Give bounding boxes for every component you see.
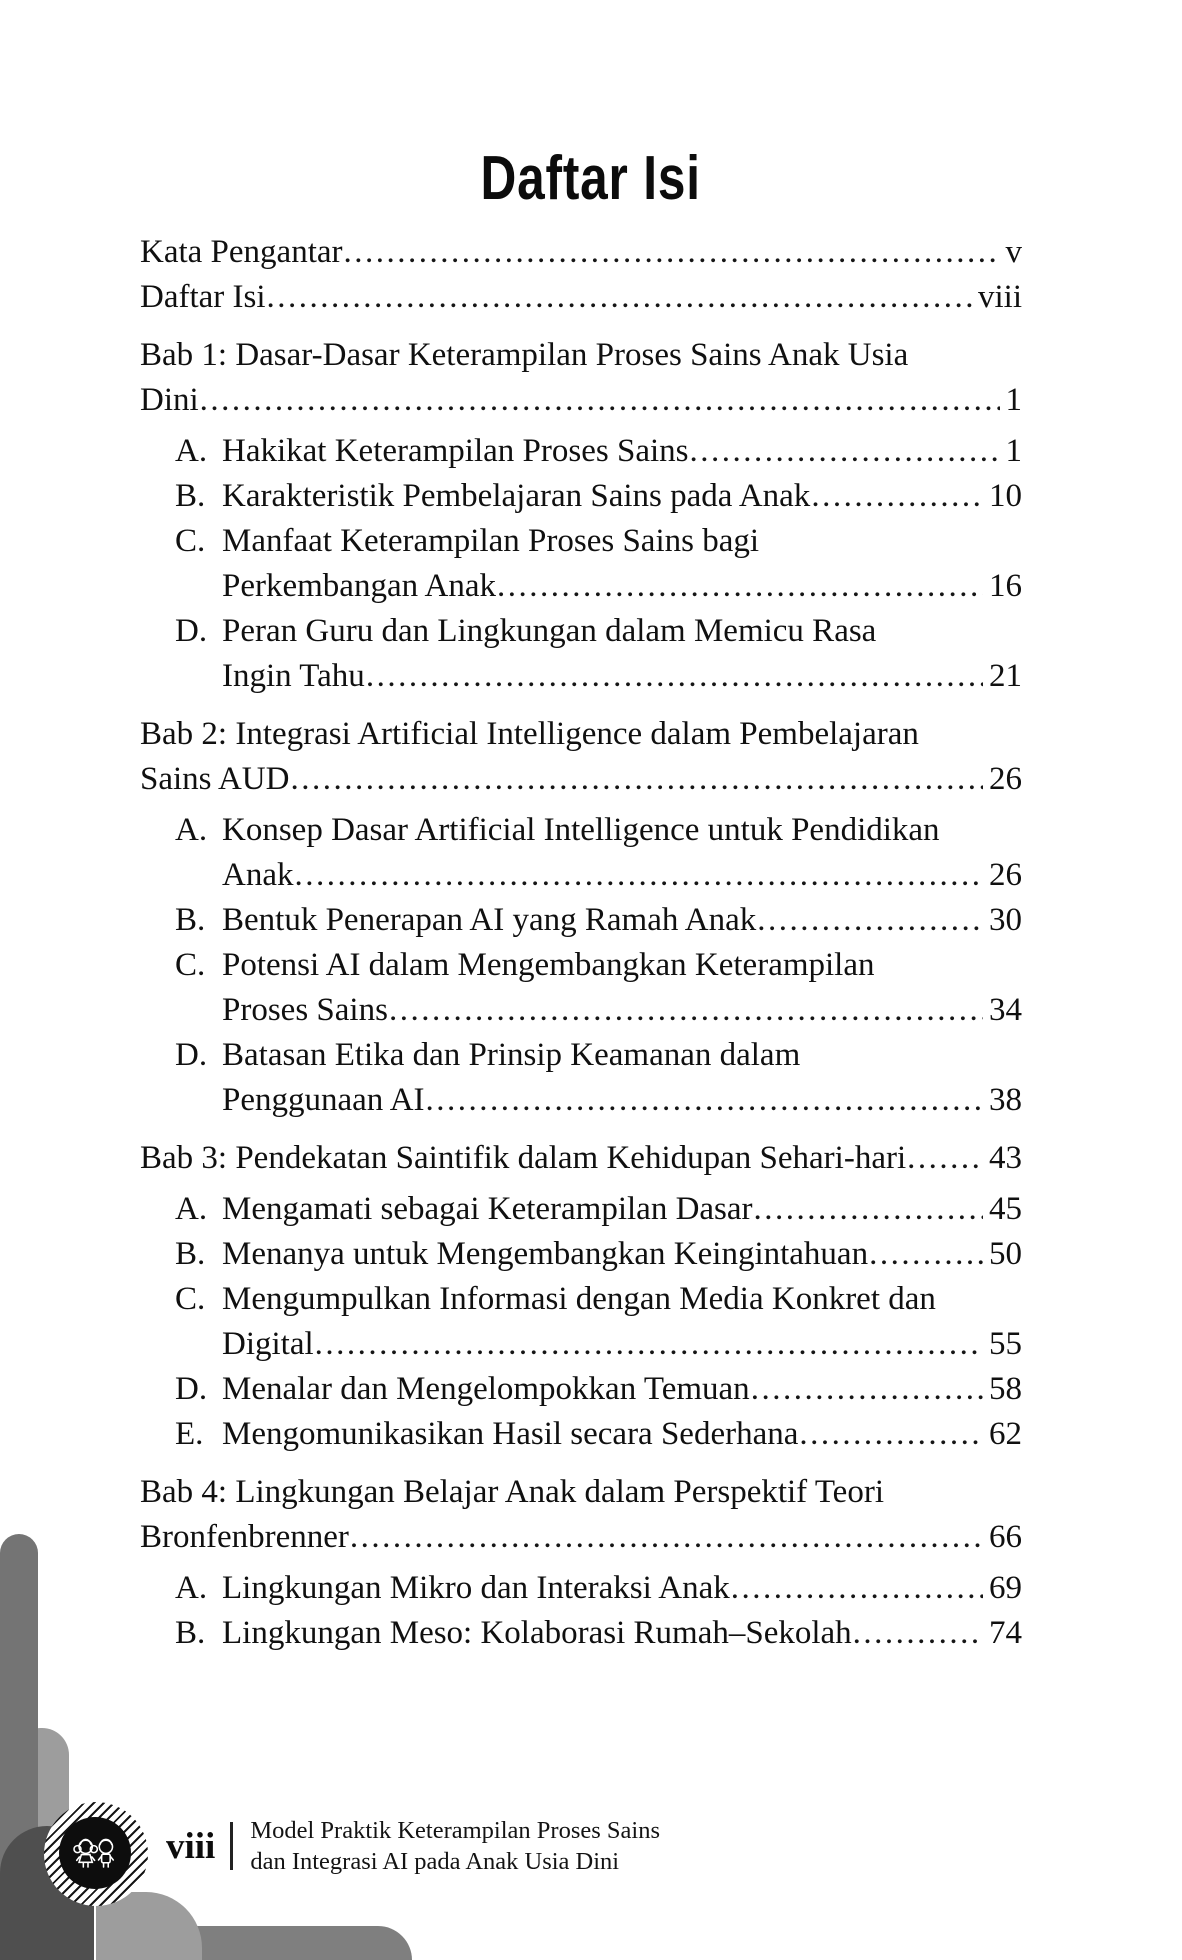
toc-page-number: 58	[989, 1371, 1022, 1407]
toc-text: Kata Pengantar	[140, 234, 343, 270]
toc-line	[140, 1515, 1022, 1560]
toc-item-body	[222, 898, 1022, 943]
toc-text: Batasan Etika dan Prinsip Keamanan dalam	[222, 1037, 801, 1073]
toc-item	[140, 898, 1022, 943]
toc-item-label: D.	[175, 613, 208, 649]
toc-item-label: C.	[175, 947, 206, 983]
toc-line	[222, 808, 1022, 853]
toc-line	[222, 1187, 1022, 1232]
toc-item	[140, 1566, 1022, 1611]
toc-items	[140, 1566, 1022, 1656]
toc-page-number: 26	[989, 761, 1022, 797]
toc-text: Peran Guru dan Lingkungan dalam Memicu Rasa	[222, 613, 877, 649]
toc-page-number: 30	[989, 902, 1022, 938]
toc-text: Karakteristik Pembelajaran Sains pada Anak	[222, 478, 811, 514]
toc-line	[140, 712, 1022, 757]
toc-text: Mengomunikasikan Hasil secara Sederhana	[222, 1416, 799, 1452]
dot-leader	[757, 898, 983, 943]
dot-leader	[853, 1611, 983, 1656]
toc-text: Ingin Tahu	[222, 658, 365, 694]
dot-leader	[366, 654, 983, 699]
toc-item-body	[222, 943, 1022, 1033]
toc-line	[140, 1470, 1022, 1515]
dot-leader	[731, 1566, 983, 1611]
footer-book-title-line2: dan Integrasi AI pada Anak Usia Dini	[250, 1848, 620, 1875]
toc-item	[140, 808, 1022, 898]
toc-line	[140, 230, 1022, 275]
toc-line	[222, 1232, 1022, 1277]
toc-item	[140, 1412, 1022, 1457]
toc-page-number: 62	[989, 1416, 1022, 1452]
toc-line	[140, 333, 1022, 378]
toc-item	[140, 1277, 1022, 1367]
toc-text: Lingkungan Mikro dan Interaksi Anak	[222, 1570, 730, 1606]
toc-item-label: B.	[175, 902, 206, 938]
toc-item-body	[222, 474, 1022, 519]
toc-line	[222, 1277, 1022, 1322]
toc-line	[222, 988, 1022, 1033]
toc-item-body	[222, 429, 1022, 474]
toc-item-body	[222, 1187, 1022, 1232]
toc-item-body	[222, 519, 1022, 609]
toc-item	[140, 474, 1022, 519]
dot-leader	[754, 1187, 983, 1232]
toc-chapter	[140, 333, 1022, 699]
toc-item-label: A.	[175, 1570, 208, 1606]
toc	[140, 230, 1022, 1656]
toc-line	[222, 898, 1022, 943]
toc-item	[140, 1187, 1022, 1232]
toc-item	[140, 519, 1022, 609]
dot-leader	[344, 230, 1000, 275]
toc-chapter	[140, 1470, 1022, 1656]
toc-page-number: 50	[989, 1236, 1022, 1272]
toc-line	[222, 564, 1022, 609]
toc-item-body	[222, 1412, 1022, 1457]
toc-item	[140, 1367, 1022, 1412]
toc-text: Hakikat Keterampilan Proses Sains	[222, 433, 689, 469]
toc-item-body	[222, 1611, 1022, 1656]
toc-page-number: 69	[989, 1570, 1022, 1606]
toc-line	[222, 1566, 1022, 1611]
footer-book-title	[250, 1815, 660, 1877]
toc-page-number: 10	[989, 478, 1022, 514]
toc-items	[140, 1187, 1022, 1457]
toc-item	[140, 1611, 1022, 1656]
toc-text: Bab 2: Integrasi Artificial Intelligence dalam Pembelajaran	[140, 716, 919, 752]
page-title: Daftar Isi	[480, 144, 702, 213]
toc-item-body	[222, 609, 1022, 699]
toc-text: Manfaat Keterampilan Proses Sains bagi	[222, 523, 760, 559]
footer-page-number: viii	[166, 1825, 216, 1867]
toc-text: Perkembangan Anak	[222, 568, 497, 604]
dot-leader	[811, 474, 983, 519]
children-logo-icon	[59, 1817, 131, 1889]
toc-text: Mengumpulkan Informasi dengan Media Konkret dan	[222, 1281, 936, 1317]
toc-text: Proses Sains	[222, 992, 388, 1028]
toc-line	[222, 474, 1022, 519]
toc-item-label: D.	[175, 1037, 208, 1073]
dot-leader	[290, 757, 983, 802]
toc-text: Digital	[222, 1326, 314, 1362]
toc-page-number: 43	[989, 1140, 1022, 1176]
toc-page-number: 21	[989, 658, 1022, 694]
toc-line	[140, 275, 1022, 320]
toc-line	[140, 378, 1022, 423]
toc-text: Dini	[140, 382, 199, 418]
dot-leader	[426, 1078, 983, 1123]
dot-leader	[799, 1412, 983, 1457]
toc-line	[222, 654, 1022, 699]
toc-item-body	[222, 1232, 1022, 1277]
dot-leader	[689, 429, 999, 474]
title-row	[0, 144, 1182, 213]
toc-item	[140, 943, 1022, 1033]
dot-leader	[751, 1367, 983, 1412]
footer-divider	[230, 1822, 233, 1870]
toc-text: Konsep Dasar Artificial Intelligence untuk Pendidikan	[222, 812, 940, 848]
toc-item-label: B.	[175, 1236, 206, 1272]
toc-page-number: 1	[1005, 433, 1022, 469]
toc-text: Bab 3: Pendekatan Saintifik dalam Kehidupan Sehari-hari	[140, 1140, 907, 1176]
dot-leader	[294, 853, 983, 898]
toc-item	[140, 1232, 1022, 1277]
toc-item-label: C.	[175, 1281, 206, 1317]
toc-item-label: B.	[175, 478, 206, 514]
toc-text: Bentuk Penerapan AI yang Ramah Anak	[222, 902, 757, 938]
toc-item-label: A.	[175, 433, 208, 469]
toc-item-body	[222, 1566, 1022, 1611]
toc-text: Bab 4: Lingkungan Belajar Anak dalam Perspektif Teori	[140, 1474, 884, 1510]
toc-item	[140, 429, 1022, 474]
toc-text: Lingkungan Meso: Kolaborasi Rumah–Sekolah	[222, 1615, 852, 1651]
toc-chapter	[140, 1136, 1022, 1457]
toc-page-number: v	[1005, 234, 1022, 270]
toc-item-label: A.	[175, 1191, 208, 1227]
toc-line	[222, 943, 1022, 988]
toc-text: Bab 1: Dasar-Dasar Keterampilan Proses Sains Anak Usia	[140, 337, 909, 373]
toc-item-body	[222, 808, 1022, 898]
toc-item-label: D.	[175, 1371, 208, 1407]
toc-chapter	[140, 712, 1022, 1123]
dot-leader	[389, 988, 983, 1033]
toc-item-body	[222, 1367, 1022, 1412]
toc-line	[222, 1367, 1022, 1412]
dot-leader	[315, 1322, 983, 1367]
toc-line	[222, 1322, 1022, 1367]
toc-text: Daftar Isi	[140, 279, 266, 315]
toc-text: Menanya untuk Mengembangkan Keingintahuan	[222, 1236, 869, 1272]
toc-page-number: 55	[989, 1326, 1022, 1362]
toc-line	[140, 1136, 1022, 1181]
toc-item-label: B.	[175, 1615, 206, 1651]
toc-text: Potensi AI dalam Mengembangkan Keterampilan	[222, 947, 875, 983]
toc-line	[222, 853, 1022, 898]
dot-leader	[869, 1232, 983, 1277]
toc-text: Bronfenbrenner	[140, 1519, 349, 1555]
toc-text: Anak	[222, 857, 294, 893]
toc-page-number: 38	[989, 1082, 1022, 1118]
toc-item-label: C.	[175, 523, 206, 559]
dot-leader	[907, 1136, 983, 1181]
children-drawing	[67, 1825, 123, 1881]
toc-item	[140, 1033, 1022, 1123]
toc-line	[222, 1412, 1022, 1457]
toc-page-number: viii	[977, 279, 1022, 315]
toc-line	[222, 519, 1022, 564]
toc-text: Sains AUD	[140, 761, 290, 797]
toc-line	[140, 757, 1022, 802]
toc-page-number: 16	[989, 568, 1022, 604]
toc-page-number: 34	[989, 992, 1022, 1028]
toc-line	[222, 1078, 1022, 1123]
toc-text: Mengamati sebagai Keterampilan Dasar	[222, 1191, 753, 1227]
toc-text: Menalar dan Mengelompokkan Temuan	[222, 1371, 750, 1407]
dot-leader	[267, 275, 972, 320]
footer	[166, 1808, 660, 1884]
toc-item-label: E.	[175, 1416, 204, 1452]
dot-leader	[497, 564, 983, 609]
toc-line	[222, 1611, 1022, 1656]
toc-item-body	[222, 1277, 1022, 1367]
dot-leader	[350, 1515, 983, 1560]
toc-page-number: 74	[989, 1615, 1022, 1651]
toc-page-number: 66	[989, 1519, 1022, 1555]
toc-page-number: 45	[989, 1191, 1022, 1227]
book-page	[0, 144, 1182, 1960]
toc-text: Penggunaan AI	[222, 1082, 425, 1118]
toc-line	[222, 1033, 1022, 1078]
toc-page-number: 1	[1005, 382, 1022, 418]
toc-line	[222, 429, 1022, 474]
toc-item-label: A.	[175, 812, 208, 848]
toc-item-body	[222, 1033, 1022, 1123]
toc-items	[140, 429, 1022, 699]
dot-leader	[200, 378, 1000, 423]
toc-line	[222, 609, 1022, 654]
toc-item	[140, 609, 1022, 699]
toc-page-number: 26	[989, 857, 1022, 893]
toc-items	[140, 808, 1022, 1123]
footer-book-title-line1: Model Praktik Keterampilan Proses Sains	[250, 1817, 660, 1844]
